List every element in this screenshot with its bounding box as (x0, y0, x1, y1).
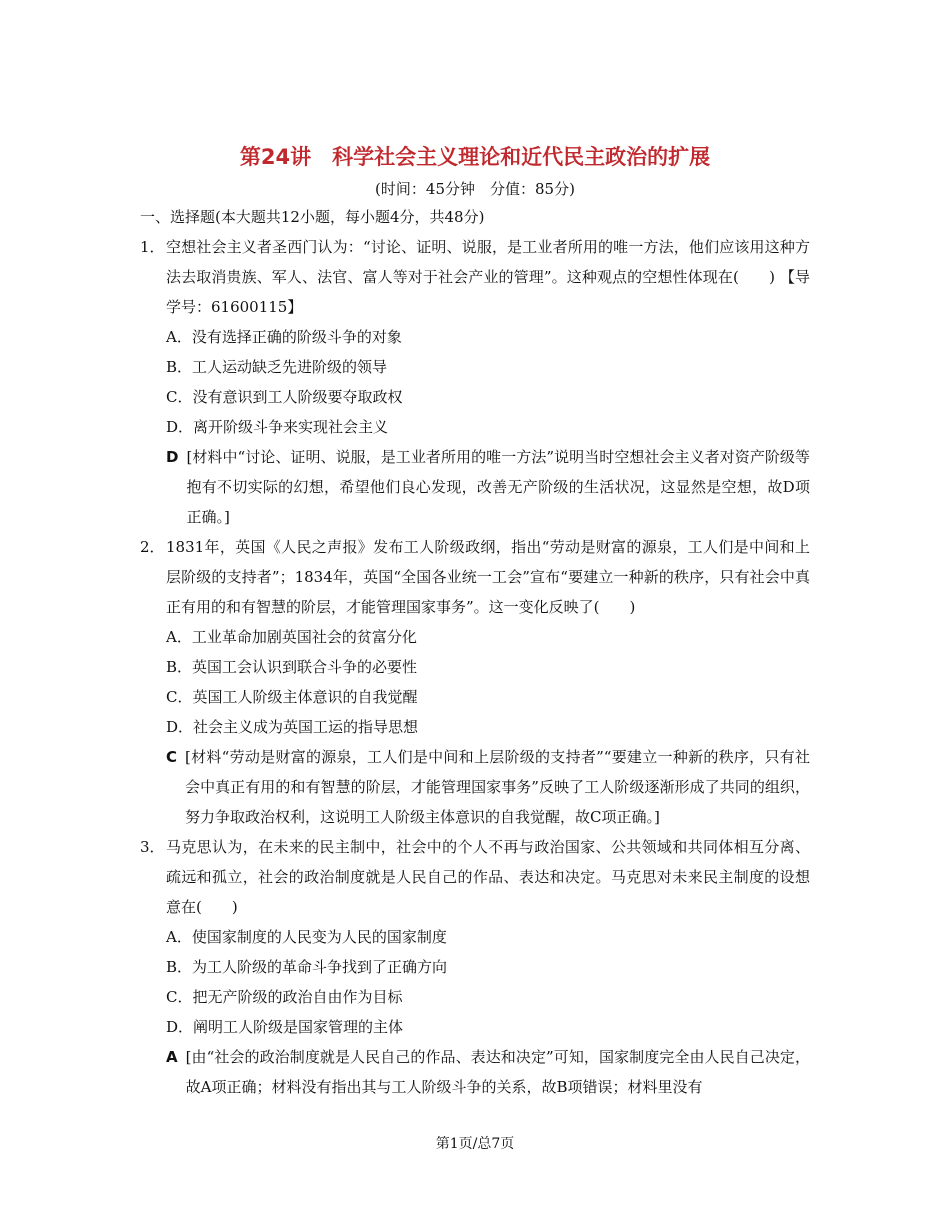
question-text: 1831年，英国《人民之声报》发布工人阶级政纲，指出“劳动是财富的源泉，工人们是中间和上层阶级的支持者”；1834年，英国“全国各业统一工会”宣布“要建立一种新的秩序，只有社会中真正有用的和有智慧的阶层，才能管理国家事务”。这一变化反映了( ) (166, 538, 810, 616)
answer-letter: A (166, 1048, 178, 1066)
question-2 (140, 532, 810, 832)
option-c: C．把无产阶级的政治自由作为目标 (166, 988, 403, 1006)
page-subtitle: (时间：45分钟 分值：85分) (375, 180, 575, 198)
option-a: A．工业革命加剧英国社会的贫富分化 (166, 628, 417, 646)
explanation-text: [由“社会的政治制度就是人民自己的作品、表达和决定”可知，国家制度完全由人民自己决定，故A项正确；材料没有指出其与工人阶级斗争的关系，故B项错误；材料里没有 (185, 1048, 810, 1096)
answer-letter: D (166, 448, 179, 466)
option-a: A．使国家制度的人民变为人民的国家制度 (166, 928, 447, 946)
answer-explanation (140, 742, 810, 832)
question-1 (140, 232, 810, 532)
section-heading: 一、选择题(本大题共12小题，每小题4分，共48分) (140, 208, 485, 226)
page-title: 第24讲 科学社会主义理论和近代民主政治的扩展 (239, 145, 711, 169)
question-text: 马克思认为，在未来的民主制中，社会中的个人不再与政治国家、公共领域和共同体相互分离、疏远和孤立，社会的政治制度就是人民自己的作品、表达和决定。马克思对未来民主制度的设想意在( ) (166, 838, 810, 916)
question-stem (140, 832, 810, 922)
option-a: A．没有选择正确的阶级斗争的对象 (166, 328, 402, 346)
answer-explanation (140, 1042, 810, 1102)
answer-letter: C (166, 748, 178, 766)
question-number: 3． (140, 838, 165, 856)
question-text: 空想社会主义者圣西门认为：“讨论、证明、说服，是工业者所用的唯一方法，他们应该用这种方法去取消贵族、军人、法官、富人等对于社会产业的管理”。这种观点的空想性体现在( ) 【导学号：61600115】 (166, 238, 810, 316)
page-footer: 第1页/总7页 (435, 1136, 515, 1152)
option-c: C．没有意识到工人阶级要夺取政权 (166, 388, 403, 406)
question-3 (140, 832, 810, 1102)
question-number: 2． (140, 538, 165, 556)
question-number: 1． (140, 238, 165, 256)
option-b: B．工人运动缺乏先进阶级的领导 (166, 358, 388, 376)
question-stem (140, 232, 810, 322)
option-d: D．阐明工人阶级是国家管理的主体 (166, 1018, 404, 1036)
answer-explanation (140, 442, 810, 532)
question-stem (140, 532, 810, 622)
explanation-text: [材料“劳动是财富的源泉，工人们是中间和上层阶级的支持者”“要建立一种新的秩序，只有社会中真正有用的和有智慧的阶层，才能管理国家事务”反映了工人阶级逐渐形成了共同的组织，努力争取政治权利，这说明工人阶级主体意识的自我觉醒，故C项正确。] (185, 748, 810, 826)
explanation-text: [材料中“讨论、证明、说服，是工业者所用的唯一方法”说明当时空想社会主义者对资产阶级等抱有不切实际的幻想，希望他们良心发现，改善无产阶级的生活状况，这显然是空想，故D项正确。] (186, 448, 810, 526)
option-c: C．英国工人阶级主体意识的自我觉醒 (166, 688, 418, 706)
option-b: B．为工人阶级的革命斗争找到了正确方向 (166, 958, 448, 976)
option-b: B．英国工会认识到联合斗争的必要性 (166, 658, 418, 676)
option-d: D．离开阶级斗争来实现社会主义 (166, 418, 389, 436)
option-d: D．社会主义成为英国工运的指导思想 (166, 718, 419, 736)
